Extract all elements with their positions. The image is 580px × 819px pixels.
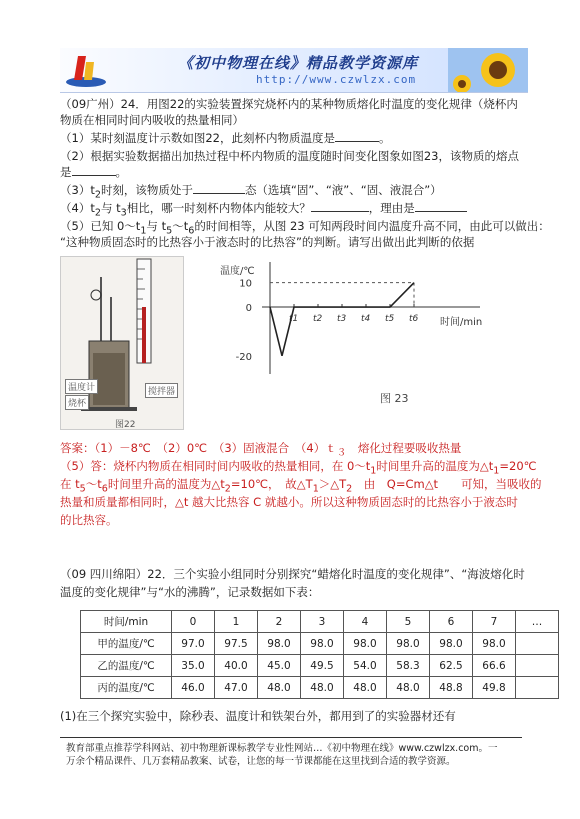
table-cell: 甲的温度/℃ [81,633,172,655]
table-cell: 98.0 [344,633,387,655]
table-cell: 58.3 [387,655,430,677]
table-cell [516,633,559,655]
table-header-row [81,611,559,633]
figure-23-chart [210,256,500,406]
table-cell: 48.0 [387,677,430,699]
table-cell: 47.0 [215,677,258,699]
x-tick-label: t6 [409,314,419,325]
q1-part4: $(4)t_2$与 $t_3$相比，哪一时刻杯内物体内能较大？ ，理由是 [60,200,530,221]
x-axis-label: 时间/min [440,317,483,329]
table-cell: 54.0 [344,655,387,677]
banner-title: 《初中物理在线》精品教学资源库 [178,54,419,72]
table-cell: 45.0 [258,655,301,677]
answer-blank [335,130,379,142]
table-cell [516,677,559,699]
table-cell: 48.8 [430,677,473,699]
table-cell: 98.0 [258,633,301,655]
table-cell: 48.0 [344,677,387,699]
table-cell: 5 [387,611,430,633]
x-tick-label: t3 [337,314,347,325]
y-tick-label: -20 [235,351,252,363]
q1-part1: （1）某时刻温度计示数如图22，此刻杯内物质温度是 。 [60,131,391,145]
figure-22-caption: 图22 [115,420,136,430]
q1-intro-line2: 物质在相同时间内吸收的热量相同） [60,113,244,127]
table-cell: 98.0 [387,633,430,655]
x-tick-label: t5 [385,314,395,325]
table-cell: 98.0 [430,633,473,655]
footer-divider [60,737,522,738]
y-axis-label: 温度/℃ [220,266,255,277]
table-cell: 6 [430,611,473,633]
table-cell: 时间/min [81,611,172,633]
table-row [81,655,559,677]
y-tick-label: 0 [245,303,252,315]
answer-line-3: 在 $t_5\sim t_6$时间里升高的温度为$\triangle t_2=10℃$， 故$\triangle T_1>\triangle T_2$ 由 Q=Cm△t 可知，当吸收的 [60,477,542,495]
table-cell: 46.0 [172,677,215,699]
table-cell: 0 [172,611,215,633]
banner-url[interactable]: http://www.czwlzx.com [256,73,417,86]
table-cell: 48.0 [301,677,344,699]
answer-blank [415,200,467,212]
temperature-table [80,610,559,699]
answer-blank [311,200,369,212]
table-cell: 乙的温度/℃ [81,655,172,677]
x-tick-label: t2 [313,314,323,325]
table-row [81,633,559,655]
q1-part3: $(3)t_2$时刻，该物质处于 态（选填“固”、“液”、“固、液混合”） [60,183,442,201]
table-cell: 97.0 [172,633,215,655]
chart-title: 图 23 [380,392,409,405]
table-cell: 49.8 [473,677,516,699]
label-stirrer: 搅拌器 [145,383,178,398]
x-tick-label: t4 [361,314,371,325]
sunflower-icon [448,48,528,92]
label-beaker: 烧杯 [65,395,89,410]
footer-line-2: 万余个精品课件、几万套精品教案、试卷，让您的每一节课都能在这里找到合适的教学资源。 [66,756,456,767]
footer-line-1: 教育部重点推荐学科网站、初中物理新课标教学专业性网站…《初中物理在线》www.czwlzx.com。一 [66,743,498,754]
table-cell: 62.5 [430,655,473,677]
table-cell: … [516,611,559,633]
q1-part5: （5）已知 $0\sim t_1$与 $t_5\sim t_6$的时间相等，从图 23 可知两段时间内温度升高不同，由此可以做出： [60,219,550,237]
answer-line-2: （5）答：烧杯内物质在相同时间内吸收的热量相同，在 $0\sim t_1$时间里升高的温度为$\triangle t_1=20℃$ [60,459,537,477]
table-cell: 3 [301,611,344,633]
table-cell: 98.0 [301,633,344,655]
q2-intro-line2: 温度的变化规律”与“水的沸腾”，记录数据如下表： [60,585,320,599]
answer-blank [72,164,116,176]
q2-part1: (1)在三个探究实验中，除秒表、温度计和铁架台外，都用到了的实验器材还有 [60,709,456,723]
q1-intro-line1: （09广州）24．用图22的实验装置探究烧杯内的某种物质熔化时温度的变化规律（烧杯内 [60,97,518,111]
answer-blank [193,182,245,194]
header-banner [60,48,528,93]
answer-line-4: 热量和质量都相同时，△t 越大比热容 C 就越小。所以这种物质固态时的比热容小于液态时 [60,495,518,509]
table-cell: 丙的温度/℃ [81,677,172,699]
answer-line-5: 的比热容。 [60,513,118,527]
q1-part2: （2）根据实验数据描出加热过程中杯内物质的温度随时间变化图象如图23，该物质的熔点 [60,149,519,163]
table-cell: 35.0 [172,655,215,677]
table-cell: 1 [215,611,258,633]
table-row [81,677,559,699]
q2-intro-line1: （09 四川绵阳）22．三个实验小组同时分别探究“蜡熔化时温度的变化规律”、“海波熔化时 [60,567,525,581]
table-cell: 7 [473,611,516,633]
table-cell: 66.6 [473,655,516,677]
table-cell: 97.5 [215,633,258,655]
site-logo-icon [64,52,108,88]
q1-part2b: 是 。 [60,165,127,179]
table-cell [516,655,559,677]
table-cell: 49.5 [301,655,344,677]
table-cell: 2 [258,611,301,633]
answer-line-1: 答案：（1）－8℃ （2）0℃ （3）固液混合 （4）ｔ$_3$ 熔化过程要吸收热量 [60,441,462,459]
figure-22-apparatus [60,256,184,430]
y-tick-label: 10 [239,278,252,290]
x-tick-label: t1 [289,314,299,325]
table-cell: 40.0 [215,655,258,677]
table-cell: 48.0 [258,677,301,699]
table-cell: 98.0 [473,633,516,655]
q1-part5b: “这种物质固态时的比热容小于液态时的比热容”的判断。请写出做出此判断的依据 [60,235,475,249]
label-thermometer: 温度计 [65,379,98,394]
table-cell: 4 [344,611,387,633]
